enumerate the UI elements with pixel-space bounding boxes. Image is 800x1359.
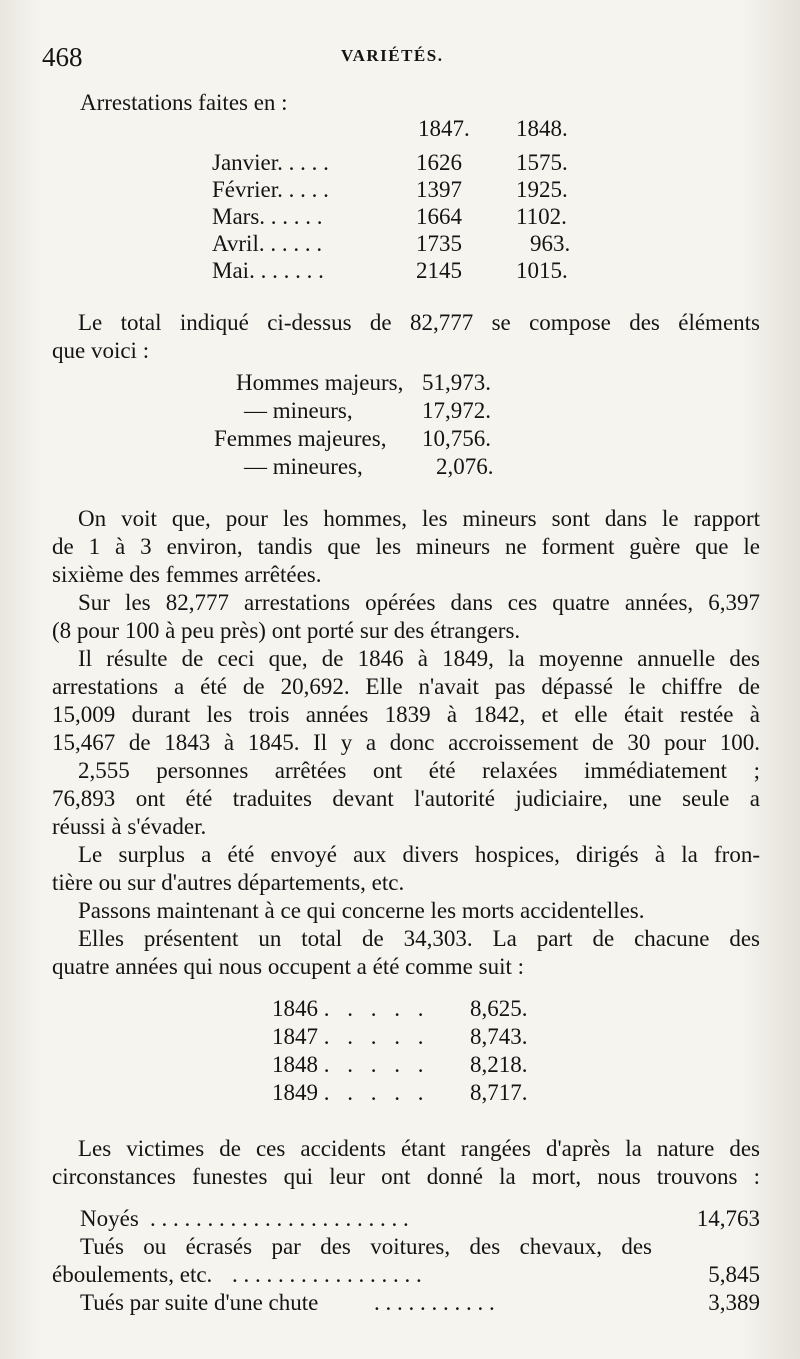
value-1847: 1626 — [416, 150, 462, 175]
composition-value: 51,973. — [422, 370, 491, 395]
table-row — [212, 150, 329, 176]
value-1847: 2145 — [416, 258, 462, 283]
leader-dots: . . . . . — [277, 177, 329, 202]
value-1848: 963. — [530, 231, 571, 256]
composition-label: Hommes majeurs, — [236, 370, 404, 395]
composition-line-2: que voici : — [52, 338, 150, 363]
victims-value: 14,763 — [696, 1206, 760, 1231]
leader-dots: . . . . . . — [258, 231, 323, 256]
composition-label: Femmes majeures, — [214, 426, 387, 451]
year-label: 1848 — [272, 1052, 318, 1077]
leader-dots: . . . . . — [323, 1080, 430, 1105]
paragraph-line: 76,893 ont été traduites devant l'autorité judiciaire, une seule a — [52, 786, 760, 811]
leader-dots: . . . . . . . . . . . . . . . . . . . . . . . — [150, 1206, 409, 1231]
paragraph-line: arrestations a été de 20,692. Elle n'avait pas dépassé le chiffre de — [52, 674, 760, 699]
paragraph-line: sixième des femmes arrêtées. — [52, 562, 322, 587]
leader-dots: . . . . . . . — [249, 258, 324, 283]
page-number: 468 — [42, 42, 83, 72]
composition-value: 10,756. — [422, 426, 491, 451]
paragraph-line: quatre années qui nous occupent a été comme suit : — [52, 954, 524, 979]
table-row — [212, 258, 324, 284]
table-row — [212, 177, 329, 203]
table-row — [212, 204, 323, 230]
victims-value: 3,389 — [708, 1290, 760, 1315]
table-row — [272, 996, 430, 1022]
composition-label: — mineures, — [244, 454, 363, 479]
victims-row-label-cont: éboulements, etc. — [52, 1262, 213, 1287]
composition-line-1: Le total indiqué ci-dessus de 82,777 se compose des éléments — [78, 310, 760, 335]
paragraph-line: tière ou sur d'autres départements, etc. — [52, 870, 405, 895]
paragraph-line: Le surplus a été envoyé aux divers hospices, dirigés à la fron- — [78, 842, 760, 867]
leader-dots: . . . . . . . . . . . . . . . . . — [232, 1262, 422, 1287]
value-1847: 1397 — [416, 177, 462, 202]
victims-row-label: Tués par suite d'une chute — [80, 1290, 319, 1315]
value-1848: 1925. — [516, 177, 568, 202]
leader-dots: . . . . . . . . . . . — [374, 1290, 495, 1315]
deaths-value: 8,743. — [470, 1024, 528, 1049]
value-1848: 1102. — [516, 204, 567, 229]
paragraph-line: Passons maintenant à ce qui concerne les morts accidentelles. — [78, 898, 645, 923]
victims-row-label: Tués ou écrasés par des voitures, des chevaux, des — [80, 1234, 652, 1259]
table-row — [272, 1080, 430, 1106]
year-label: 1847 — [272, 1024, 318, 1049]
month-label: Janvier — [212, 150, 278, 175]
deaths-value: 8,717. — [470, 1080, 528, 1105]
paragraph-line: 15,467 de 1843 à 1845. Il y a donc accroissement de 30 pour 100. — [52, 730, 760, 755]
paragraph-line: Elles présentent un total de 34,303. La part de chacune des — [78, 926, 760, 951]
composition-label: — mineurs, — [244, 398, 353, 423]
deaths-value: 8,625. — [470, 996, 528, 1021]
paragraph-line: de 1 à 3 environ, tandis que les mineurs ne forment guère que le — [52, 534, 760, 559]
month-label: Mars — [212, 204, 260, 229]
year-label: 1846 — [272, 996, 318, 1021]
paragraph-line: Il résulte de ceci que, de 1846 à 1849, la moyenne annuelle des — [78, 646, 760, 671]
leader-dots: . . . . . — [277, 150, 329, 175]
running-title: VARIÉTÉS. — [341, 46, 444, 65]
table-row — [272, 1024, 430, 1050]
paragraph-line: circonstances funestes qui leur ont donné la mort, nous trouvons : — [52, 1164, 760, 1189]
month-label: Février — [212, 177, 278, 202]
paragraph-line: Les victimes de ces accidents étant rangées d'après la nature des — [78, 1136, 760, 1161]
leader-dots: . . . . . — [323, 1052, 430, 1077]
deaths-value: 8,218. — [470, 1052, 528, 1077]
composition-value: 17,972. — [422, 398, 491, 423]
victims-row-label: Noyés — [80, 1206, 139, 1231]
table-row — [272, 1052, 430, 1078]
value-1847: 1735 — [416, 231, 462, 256]
paragraph-line: réussi à s'évader. — [52, 814, 207, 839]
leader-dots: . . . . . . — [259, 204, 323, 229]
month-label: Avril — [212, 231, 259, 256]
paragraph-line: 15,009 durant les trois années 1839 à 1842, et elle était restée à — [52, 702, 760, 727]
arrests-intro: Arrestations faites en : — [80, 90, 288, 115]
value-1848: 1015. — [516, 258, 568, 283]
composition-value: 2,076. — [436, 454, 494, 479]
paragraph-line: On voit que, pour les hommes, les mineurs sont dans le rapport — [78, 506, 760, 531]
table-row — [212, 231, 322, 257]
value-1847: 1664 — [416, 204, 462, 229]
value-1848: 1575. — [516, 150, 568, 175]
year-1847-header: 1847. — [418, 116, 470, 141]
leader-dots: . . . . . — [323, 996, 430, 1021]
year-1848-header: 1848. — [516, 116, 568, 141]
victims-value: 5,845 — [708, 1262, 760, 1287]
paragraph-line: 2,555 personnes arrêtées ont été relaxées immédiatement ; — [78, 758, 760, 783]
month-label: Mai — [212, 258, 250, 283]
year-label: 1849 — [272, 1080, 318, 1105]
paragraph-line: (8 pour 100 à peu près) ont porté sur des étrangers. — [52, 618, 521, 643]
paragraph-line: Sur les 82,777 arrestations opérées dans ces quatre années, 6,397 — [78, 590, 760, 615]
leader-dots: . . . . . — [323, 1024, 430, 1049]
